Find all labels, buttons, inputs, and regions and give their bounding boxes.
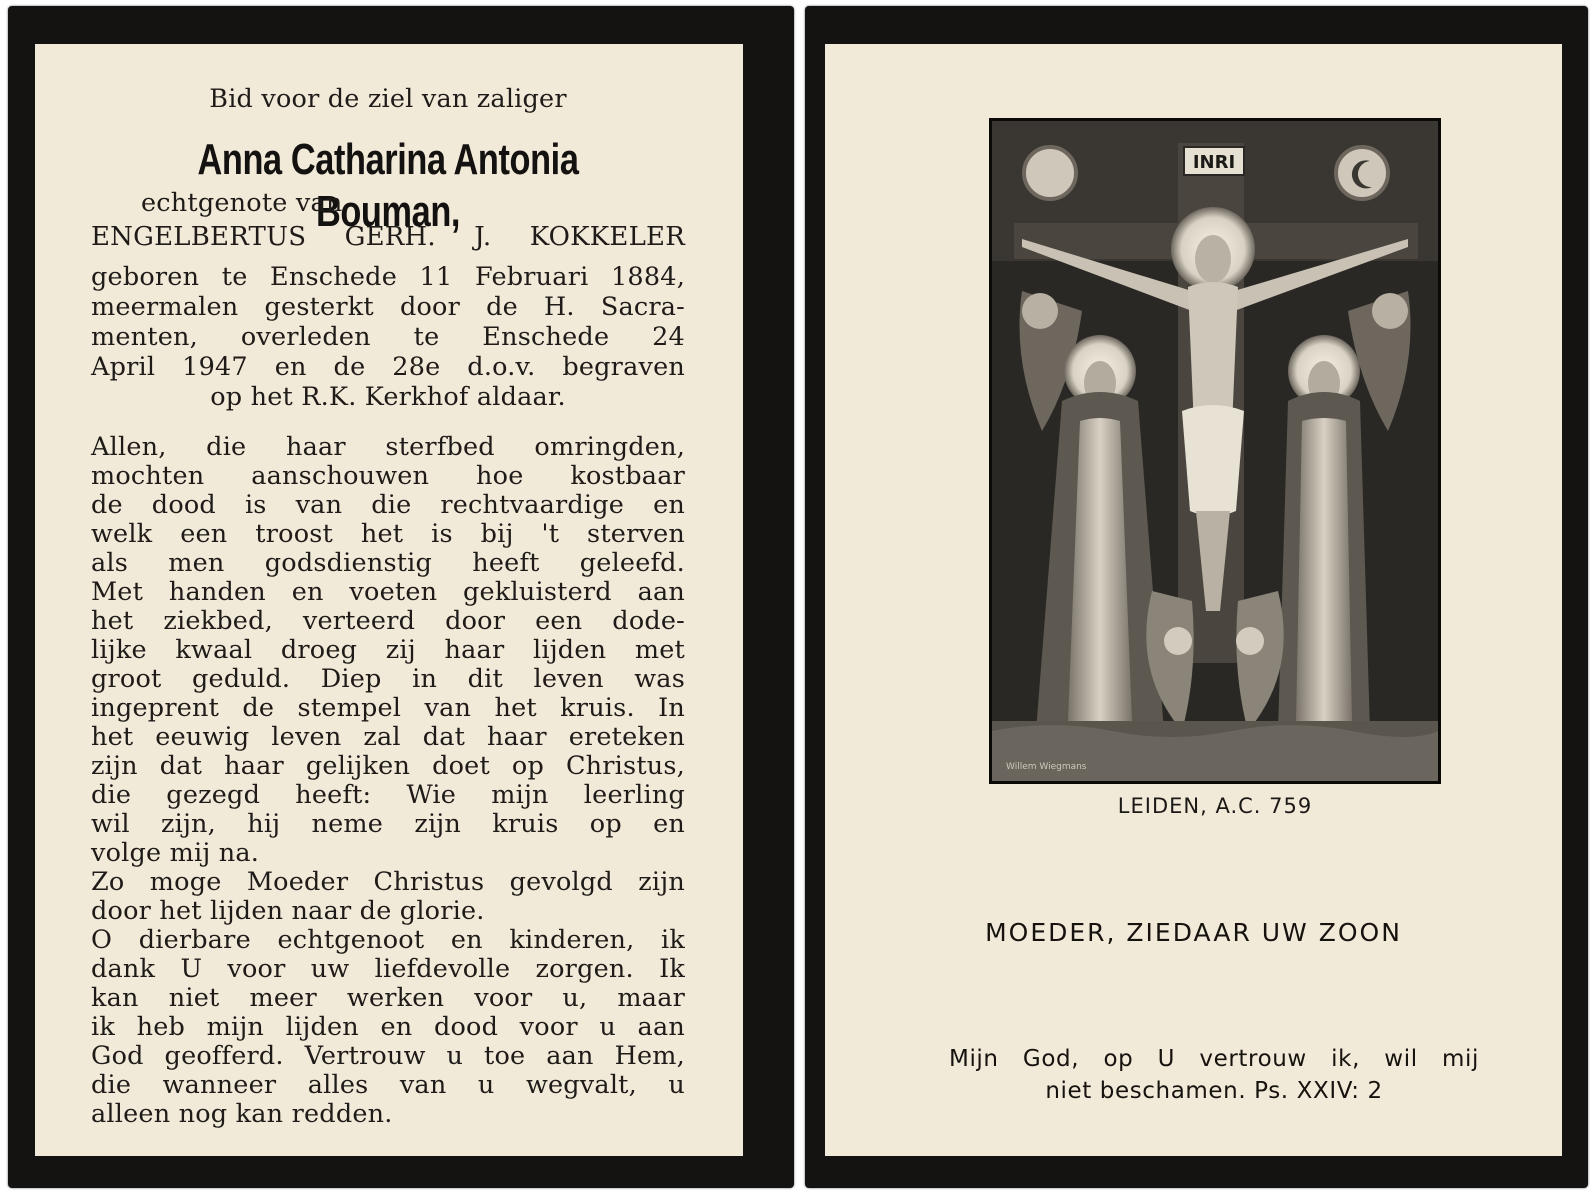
memorial-card-text <box>8 6 794 1188</box>
text-line: dank U voor uw liefdevolle zorgen. Ik <box>91 954 685 984</box>
text-line: Zo moge Moeder Christus gevolgd zijn <box>91 867 685 897</box>
text-line: groot geduld. Diep in dit leven was <box>91 664 685 694</box>
intro-line: Bid voor de ziel van zaliger <box>209 84 567 114</box>
text-line: kan niet meer werken voor u, maar <box>91 983 685 1013</box>
text-line: Met handen en voeten gekluisterd aan <box>91 577 685 607</box>
text-line: volge mij na. <box>91 838 260 868</box>
memorial-card-image <box>805 6 1588 1188</box>
spouse-name: ENGELBERTUS GERH. J. KOKKELER <box>91 222 685 252</box>
text-line: ik heb mijn lijden en dood voor u aan <box>91 1012 685 1042</box>
text-line: O dierbare echtgenoot en kinderen, ik <box>91 925 685 955</box>
text-line: zijn dat haar gelijken doet op Christus, <box>91 751 685 781</box>
text-line: alleen nog kan redden. <box>91 1099 393 1129</box>
bio-line: menten, overleden te Enschede 24 <box>91 322 685 352</box>
bio-line: April 1947 en de 28e d.o.v. begraven <box>91 352 685 382</box>
text-line: het eeuwig leven zal dat haar ereteken <box>91 722 685 752</box>
image-panel <box>825 44 1562 1156</box>
text-line: wil zijn, hij neme zijn kruis op en <box>91 809 685 839</box>
moon-icon <box>1336 147 1388 199</box>
inri-inscription: INRI <box>1192 152 1236 173</box>
text-line: Allen, die haar sterfbed omringden, <box>91 432 685 462</box>
text-line: mochten aanschouwen hoe kostbaar <box>91 461 685 491</box>
text-line: welk een troost het is bij 't sterven <box>91 519 685 549</box>
deceased-name: Anna Catharina Antonia Bouman, <box>197 135 579 236</box>
crucifixion-illustration <box>992 121 1438 781</box>
spouse-intro: echtgenote van <box>141 188 343 218</box>
text-line: ingeprent de stempel van het kruis. In <box>91 693 685 723</box>
text-line: het ziekbed, verteerd door een dode- <box>91 606 685 636</box>
bio-line: op het R.K. Kerkhof aldaar. <box>210 382 566 412</box>
text-panel <box>35 44 743 1156</box>
bio-line: meermalen gesterkt door de H. Sacra- <box>91 292 685 322</box>
text-line: die gezegd heeft: Wie mijn leerling <box>91 780 685 810</box>
text-line: lijke kwaal droeg zij haar lijden met <box>91 635 685 665</box>
crucifixion-image <box>989 118 1441 784</box>
text-line: God geofferd. Vertrouw u toe aan Hem, <box>91 1041 685 1071</box>
verse-line: niet beschamen. Ps. XXIV: 2 <box>1045 1078 1383 1104</box>
motto-heading: MOEDER, ZIEDAAR UW ZOON <box>985 918 1402 947</box>
sun-icon <box>1024 147 1076 199</box>
text-line: door het lijden naar de glorie. <box>91 896 485 926</box>
bio-line: geboren te Enschede 11 Februari 1884, <box>91 262 685 292</box>
verse-line: Mijn God, op U vertrouw ik, wil mij <box>949 1046 1479 1072</box>
text-line: als men godsdienstig heeft geleefd. <box>91 548 685 578</box>
artist-signature: Willem Wiegmans <box>1006 762 1087 772</box>
text-line: die wanneer alles van u wegvalt, u <box>91 1070 685 1100</box>
text-line: de dood is van die rechtvaardige en <box>91 490 685 520</box>
image-caption: LEIDEN, A.C. 759 <box>1117 794 1313 818</box>
